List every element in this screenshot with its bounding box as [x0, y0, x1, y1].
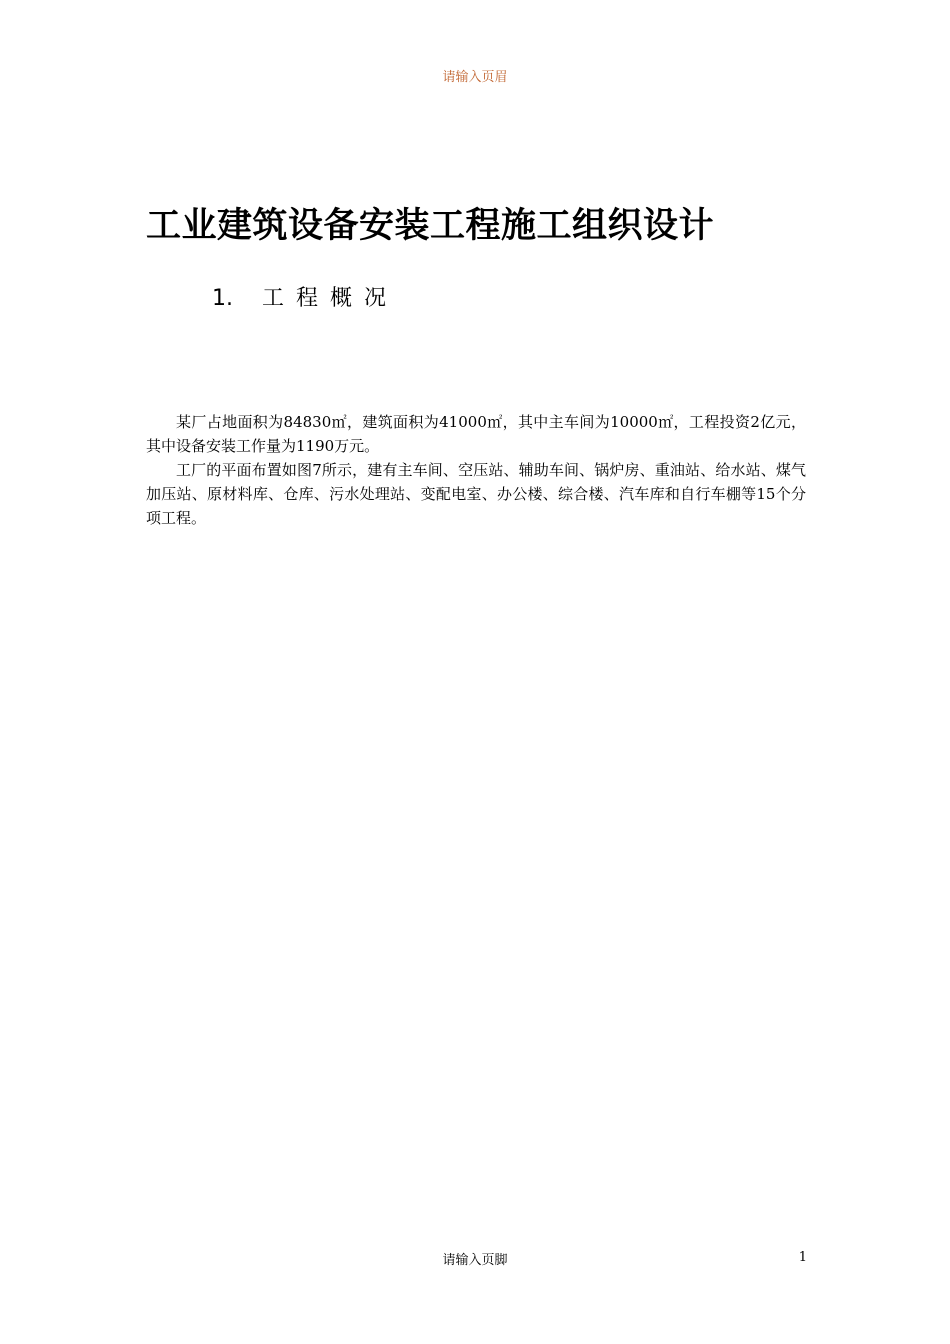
- document-title: 工业建筑设备安装工程施工组织设计: [146, 206, 715, 246]
- body-text: [146, 410, 806, 530]
- page-header: 请输入页眉: [442, 70, 508, 85]
- page-number: 1: [798, 1250, 807, 1265]
- section-heading: [212, 281, 398, 312]
- section-number: 1.: [212, 286, 233, 311]
- page-footer: 请输入页脚: [442, 1253, 508, 1268]
- paragraph-project-overview: 某厂占地面积为84830㎡，建筑面积为41000㎡，其中主车间为10000㎡，工程投资2亿元，其中设备安装工作量为1190万元。: [146, 413, 806, 455]
- section-heading-text: 工程概况: [262, 286, 399, 311]
- paragraph-plant-layout: 工厂的平面布置如图7所示，建有主车间、空压站、辅助车间、锅炉房、重油站、给水站、煤气加压站、原材料库、仓库、污水处理站、变配电室、办公楼、综合楼、汽车库和自行车棚等15个分项工程。: [146, 461, 806, 527]
